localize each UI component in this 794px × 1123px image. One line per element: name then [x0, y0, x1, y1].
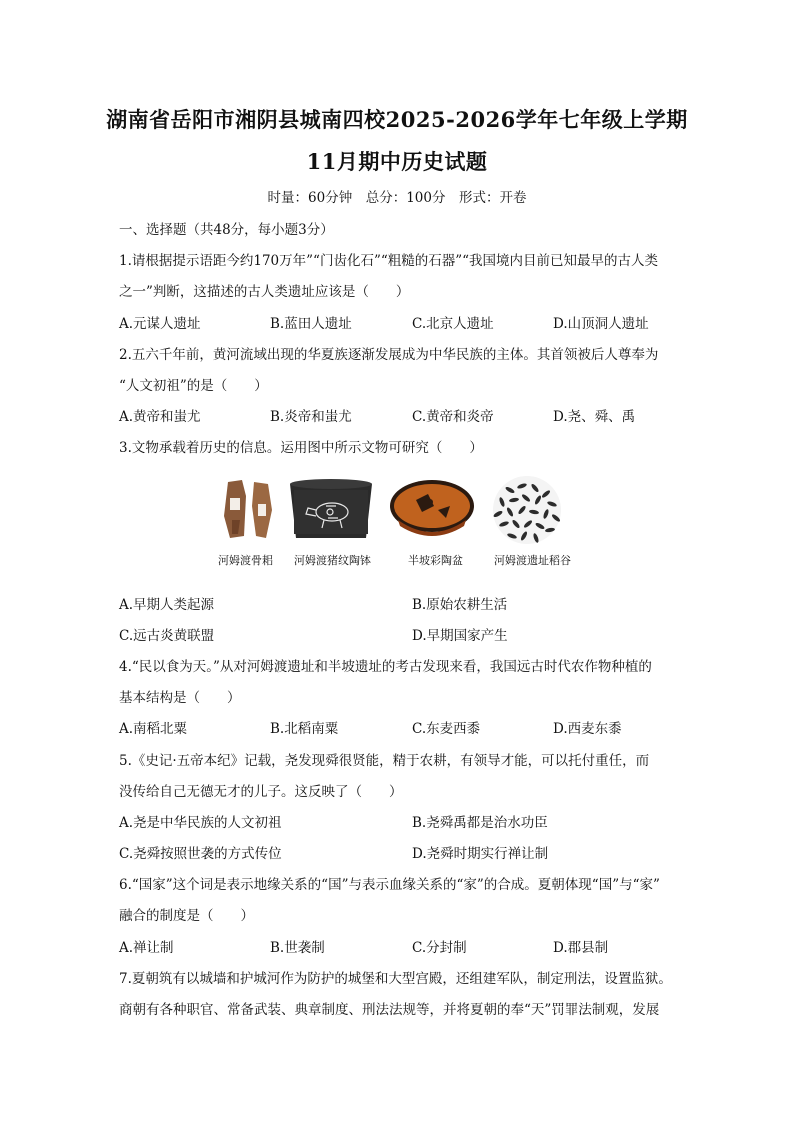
caption-bone-spade: 河姆渡骨耜: [218, 554, 273, 567]
q5-option-b: B.尧舜禹都是治水功臣: [412, 815, 548, 831]
pig-pattern-bowl-image: [286, 476, 376, 542]
q6-option-b: B.世袭制: [270, 940, 325, 956]
painted-basin-image: [388, 476, 476, 542]
q2-option-d: D.尧、舜、禹: [553, 409, 636, 425]
q7-stem-line1: 7.夏朝筑有以城墙和护城河作为防护的城堡和大型宫殿，还组建军队，制定刑法，设置监狱。: [119, 971, 672, 987]
q4-option-a: A.南稻北粟: [119, 721, 188, 737]
caption-pig-bowl: 河姆渡猪纹陶钵: [294, 554, 371, 567]
q6-stem-line1: 6.“国家”这个词是表示地缘关系的“国”与表示血缘关系的“家”的合成。夏朝体现“国”与“家”: [119, 877, 660, 893]
q3-option-d: D.早期国家产生: [412, 628, 508, 644]
q3-stem-line1: 3.文物承载着历史的信息。运用图中所示文物可研究（ ）: [119, 440, 483, 456]
q1-option-b: B.蓝田人遗址: [270, 316, 352, 332]
q4-option-d: D.西麦东黍: [553, 721, 622, 737]
q4-option-b: B.北稻南粟: [270, 721, 339, 737]
caption-rice-grains: 河姆渡遗址稻谷: [494, 554, 571, 567]
q5-stem-line1: 5.《史记·五帝本纪》记载，尧发现舜很贤能，精于农耕，有领导才能，可以托付重任，而: [119, 753, 650, 769]
section-heading: 一、选择题（共48分，每小题3分）: [119, 222, 334, 238]
q3-option-b: B.原始农耕生活: [412, 597, 508, 613]
exam-meta: 时量：60分钟 总分：100分 形式：开卷: [267, 190, 527, 206]
q6-stem-line2: 融合的制度是（ ）: [119, 908, 254, 924]
q4-stem-line2: 基本结构是（ ）: [119, 690, 241, 706]
q1-option-a: A.元谋人遗址: [119, 316, 201, 332]
q2-option-b: B.炎帝和蚩尤: [270, 409, 352, 425]
q5-option-a: A.尧是中华民族的人文初祖: [119, 815, 282, 831]
q1-stem-line1: 1.请根据提示语距今约170万年”“门齿化石”“粗糙的石器”“我国境内目前已知最早的古人类: [119, 253, 659, 269]
q2-option-a: A.黄帝和蚩尤: [119, 409, 201, 425]
q3-option-c: C.远古炎黄联盟: [119, 628, 215, 644]
q6-option-d: D.郡县制: [553, 940, 609, 956]
caption-painted-basin: 半坡彩陶盆: [408, 554, 463, 567]
q6-option-a: A.禅让制: [119, 940, 174, 956]
q4-option-c: C.东麦西黍: [412, 721, 481, 737]
q2-stem-line2: “人文初祖”的是（ ）: [119, 378, 268, 394]
bone-spade-image: [216, 476, 282, 542]
q3-artifact-figures: [212, 476, 582, 568]
rice-grains-image: [490, 476, 564, 546]
exam-title-line2: 11月期中历史试题: [306, 149, 488, 174]
q6-option-c: C.分封制: [412, 940, 467, 956]
q2-stem-line1: 2.五六千年前，黄河流域出现的华夏族逐渐发展成为中华民族的主体。其首领被后人尊奉为: [119, 347, 659, 363]
q3-option-a: A.早期人类起源: [119, 597, 215, 613]
q5-option-d: D.尧舜时期实行禅让制: [412, 846, 549, 862]
q1-option-c: C.北京人遗址: [412, 316, 494, 332]
q5-stem-line2: 没传给自己无德无才的儿子。这反映了（ ）: [119, 784, 403, 800]
q7-stem-line2: 商朝有各种职官、常备武装、典章制度、刑法法规等，并将夏朝的奉“天”罚罪法制观，发展: [119, 1002, 660, 1018]
q1-stem-line2: 之一”判断，这描述的古人类遗址应该是（ ）: [119, 284, 410, 300]
exam-title-line1: 湖南省岳阳市湘阴县城南四校2025-2026学年七年级上学期: [106, 107, 688, 132]
q5-option-c: C.尧舜按照世袭的方式传位: [119, 846, 282, 862]
q2-option-c: C.黄帝和炎帝: [412, 409, 494, 425]
q4-stem-line1: 4.“民以食为天。”从对河姆渡遗址和半坡遗址的考古发现来看，我国远古时代农作物种植的: [119, 659, 652, 675]
q1-option-d: D.山顶洞人遗址: [553, 316, 649, 332]
